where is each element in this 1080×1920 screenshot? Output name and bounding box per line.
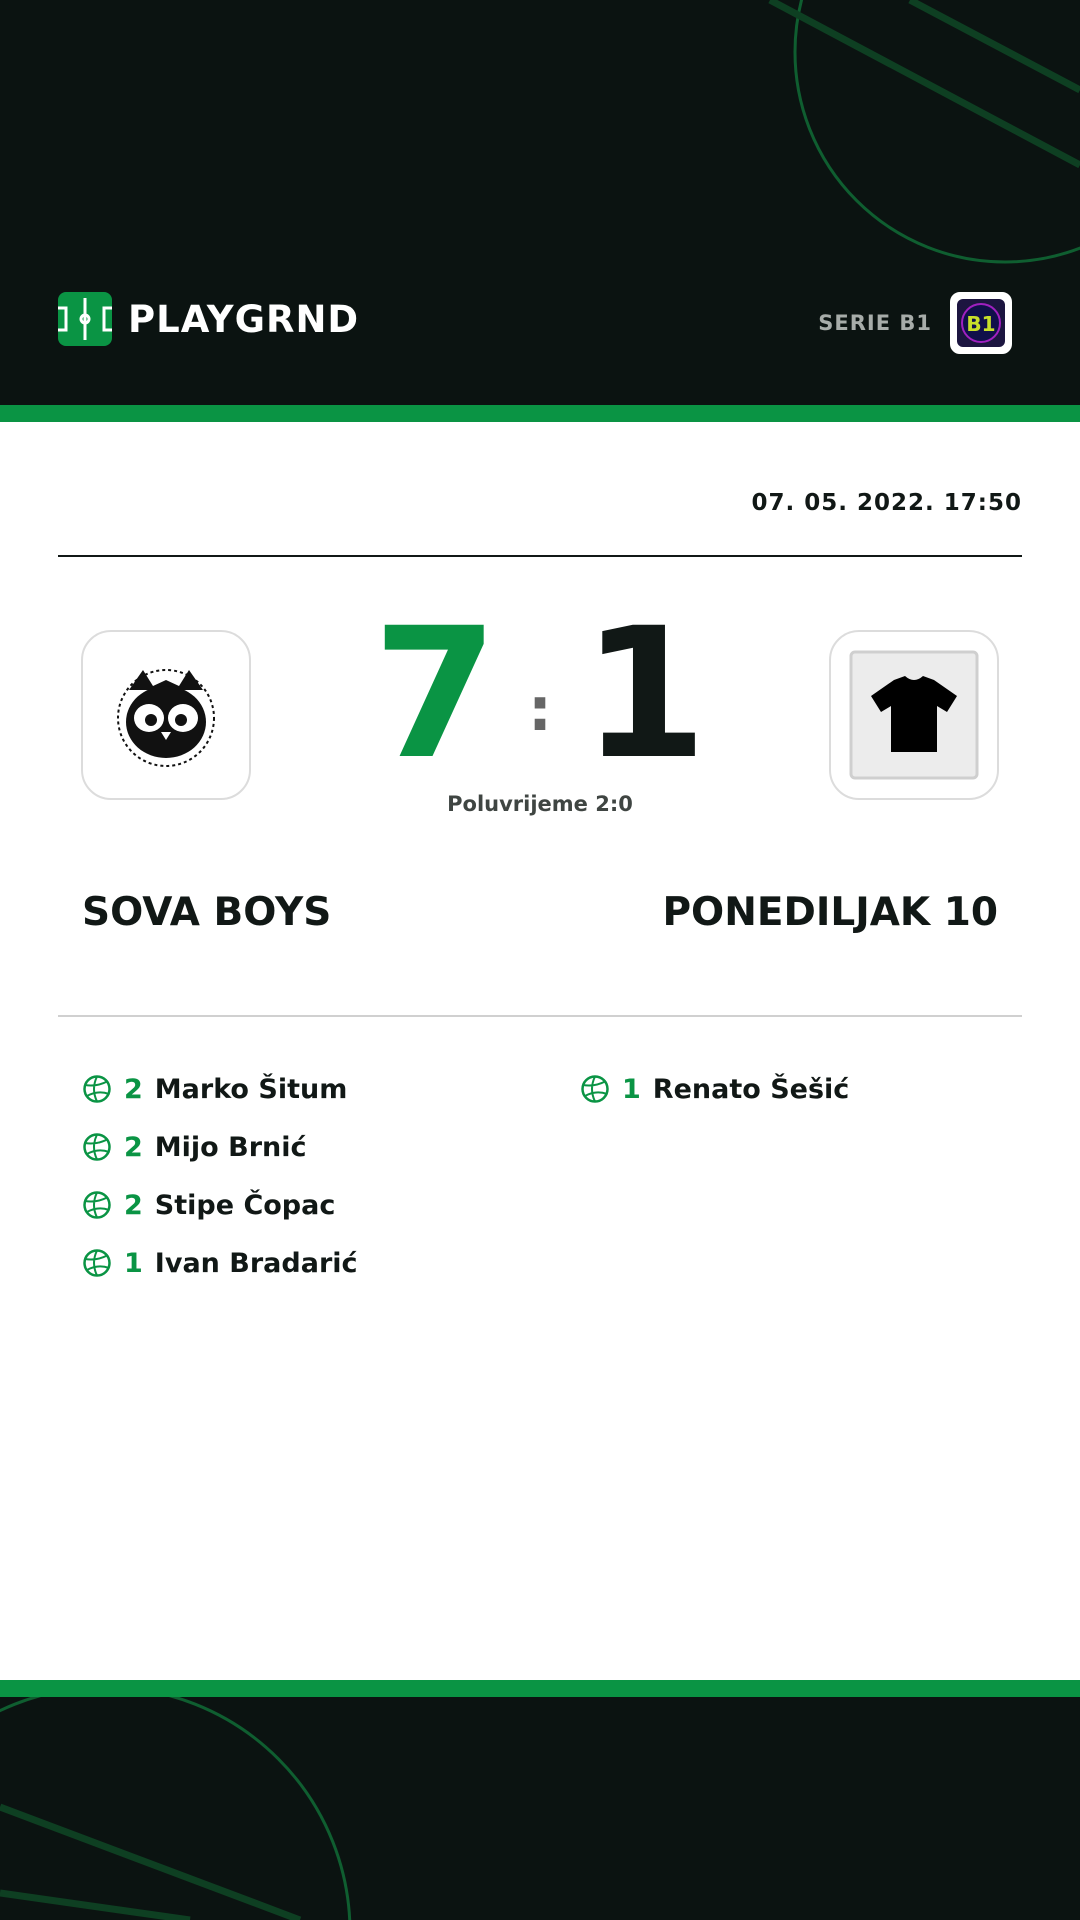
- away-score: 1: [582, 590, 708, 799]
- home-scorers-list: [82, 1060, 358, 1292]
- scorer-row: [580, 1060, 849, 1118]
- brand-name: PLAYGRND: [128, 297, 360, 341]
- ball-icon: [82, 1132, 112, 1162]
- scorer-row: [82, 1118, 358, 1176]
- bottom-accent-bar: [0, 1680, 1080, 1697]
- away-crest: [829, 630, 999, 800]
- owl-crest-icon: [101, 650, 231, 780]
- ball-icon: [82, 1074, 112, 1104]
- player-name: Stipe Čopac: [154, 1189, 336, 1221]
- brand: [58, 292, 359, 346]
- pitch-icon: [58, 292, 112, 346]
- goal-count: 2: [124, 1073, 143, 1105]
- scorer-row: [82, 1176, 358, 1234]
- league-badge-text: B1: [966, 312, 996, 336]
- jersey-icon: [849, 650, 979, 780]
- home-score: 7: [372, 590, 498, 799]
- footer-band: [0, 1697, 1080, 1920]
- divider: [58, 555, 1022, 557]
- home-crest: [81, 630, 251, 800]
- ball-icon: [82, 1190, 112, 1220]
- scoreboard: [340, 590, 740, 799]
- league: [818, 292, 1012, 354]
- scorer-row: [82, 1060, 358, 1118]
- goal-count: 2: [124, 1131, 143, 1163]
- league-name: SERIE B1: [818, 311, 932, 335]
- decorative-lines: [0, 1697, 1080, 1920]
- ball-icon: [580, 1074, 610, 1104]
- goal-count: 1: [622, 1073, 641, 1105]
- header-band: [0, 0, 1080, 405]
- away-team-name: PONEDILJAK 10: [662, 890, 998, 935]
- goal-count: 1: [124, 1247, 143, 1279]
- away-scorers-list: [580, 1060, 849, 1118]
- match-datetime: 07. 05. 2022. 17:50: [751, 490, 1022, 516]
- player-name: Ivan Bradarić: [154, 1247, 358, 1279]
- player-name: Mijo Brnić: [154, 1131, 307, 1163]
- score-separator: :: [528, 675, 552, 745]
- league-badge-icon: [957, 299, 1005, 347]
- ball-icon: [82, 1248, 112, 1278]
- divider: [58, 1015, 1022, 1017]
- top-accent-bar: [0, 405, 1080, 422]
- goal-count: 2: [124, 1189, 143, 1221]
- player-name: Marko Šitum: [154, 1073, 348, 1105]
- scorer-row: [82, 1234, 358, 1292]
- player-name: Renato Šešić: [652, 1073, 850, 1105]
- home-team-name: SOVA BOYS: [82, 890, 332, 935]
- halftime-score: Poluvrijeme 2:0: [447, 792, 633, 816]
- league-badge: [950, 292, 1012, 354]
